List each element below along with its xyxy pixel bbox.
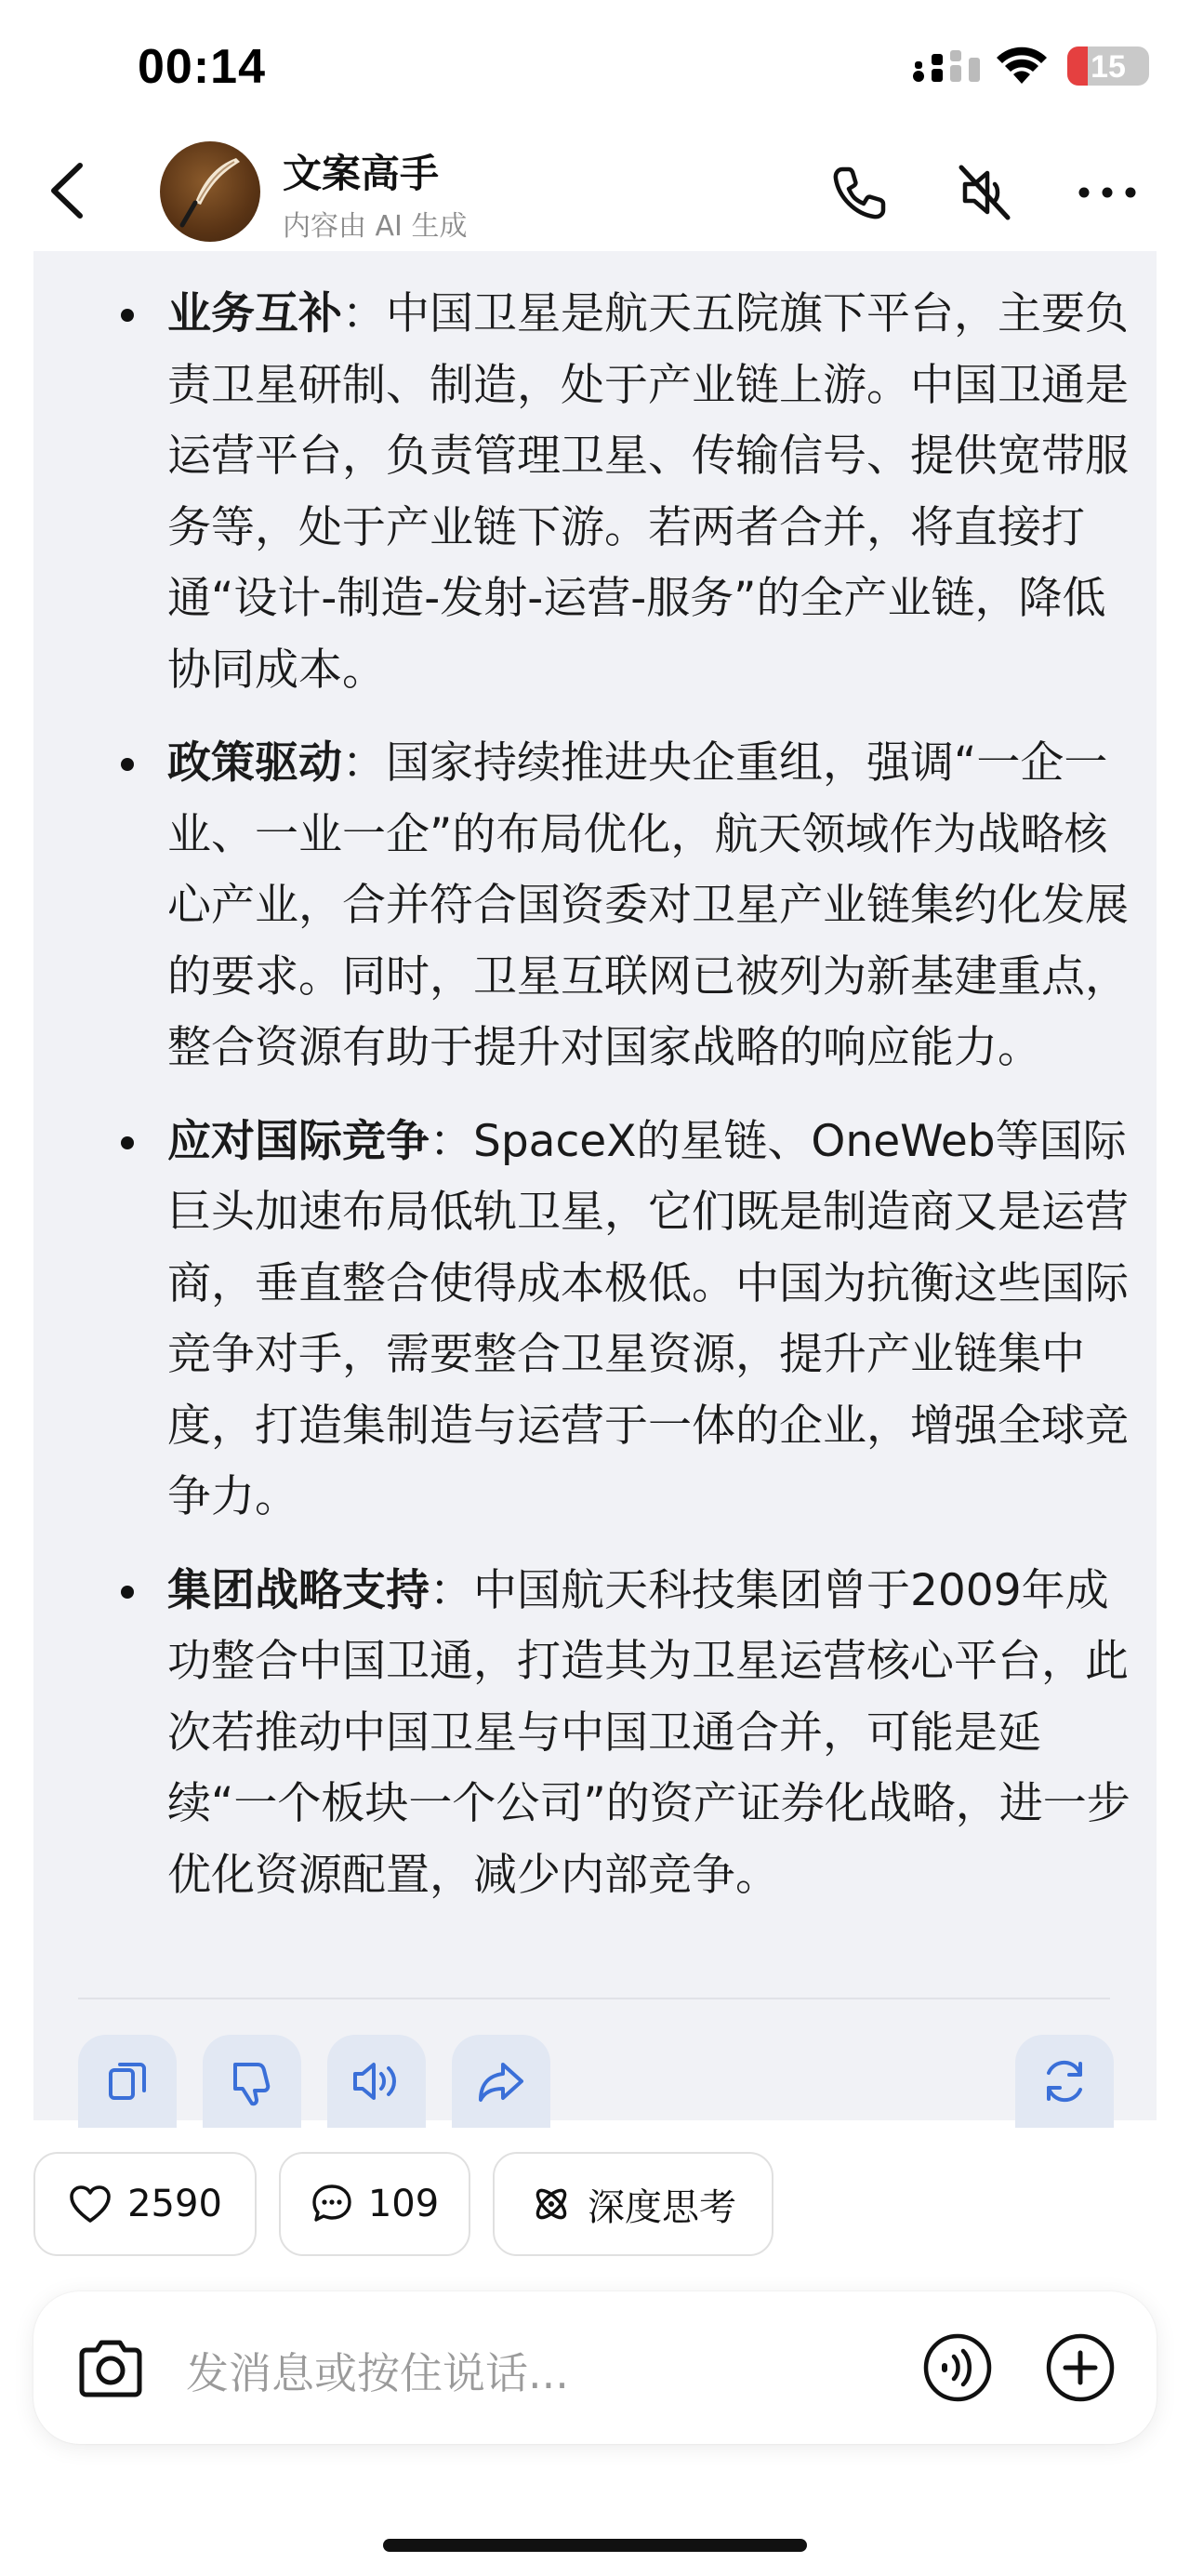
deep-think-label: 深度思考	[588, 2185, 736, 2229]
voice-call-icon[interactable]	[922, 2332, 993, 2403]
phone-icon[interactable]	[827, 160, 892, 225]
bullet-text: 中国航天科技集团曾于2009年成功整合中国卫通，打造其为卫星运营核心平台，此次若推动中国卫星与中国卫通合并，可能是延续“一个板块一个公司”的资产证券化战略，进一步优化资源配置，减少内部竞争。	[167, 1564, 1130, 1901]
bullet-sep: ：	[430, 1115, 473, 1167]
more-icon[interactable]	[1075, 160, 1140, 225]
battery-icon	[1067, 46, 1149, 86]
bullet-title: 政策驱动	[167, 737, 342, 789]
bullet-sep: ：	[342, 288, 386, 339]
comment-icon	[311, 2183, 353, 2225]
bullet-title: 业务互补	[167, 288, 342, 339]
bullet-title: 应对国际竞争	[167, 1115, 430, 1167]
regenerate-icon	[1038, 2054, 1091, 2108]
copy-icon	[103, 2057, 152, 2105]
list-item	[71, 1107, 1140, 1534]
speaker-muted-icon[interactable]	[952, 160, 1017, 225]
deep-think-button[interactable]	[493, 2152, 774, 2256]
home-indicator[interactable]	[383, 2539, 807, 2552]
ai-generated-note: 内容由 AI 生成	[283, 210, 468, 243]
dislike-icon	[226, 2055, 278, 2107]
read-aloud-icon	[350, 2055, 403, 2107]
message-composer[interactable]	[33, 2291, 1157, 2444]
share-button[interactable]	[452, 2035, 550, 2128]
bullet-text: 中国卫星是航天五院旗下平台，主要负责卫星研制、制造，处于产业链上游。中国卫通是运营平台，负责管理卫星、传输信号、提供宽带服务等，处于产业链下游。若两者合并，将直接打通“设计-制造-发射-运营-服务”的全产业链，降低协同成本。	[167, 288, 1129, 696]
bullet-sep: ：	[430, 1564, 473, 1616]
copy-button[interactable]	[78, 2035, 177, 2128]
bullet-list	[71, 279, 1140, 1933]
heart-icon	[68, 2184, 112, 2224]
list-item	[71, 728, 1140, 1084]
avatar[interactable]	[160, 141, 260, 242]
bullet-sep: ：	[342, 737, 386, 789]
camera-icon[interactable]	[74, 2338, 147, 2399]
comment-count: 109	[367, 2183, 440, 2225]
battery-percent: 15	[1091, 49, 1126, 85]
quill-pen-icon	[160, 141, 260, 242]
chat-title: 文案高手	[283, 151, 440, 196]
status-time: 00:14	[138, 40, 266, 94]
atom-icon	[530, 2183, 573, 2225]
comment-button[interactable]	[279, 2152, 470, 2256]
bullet-text: SpaceX的星链、OneWeb等国际巨头加速布局低轨卫星，它们既是制造商又是运营商，垂直整合使得成本极低。中国为抗衡这些国际竞争对手，需要整合卫星资源，提升产业链集中度，打造集制造与运营于一体的企业，增强全球竞争力。	[167, 1115, 1129, 1522]
like-button[interactable]	[33, 2152, 257, 2256]
read-aloud-button[interactable]	[327, 2035, 426, 2128]
dislike-button[interactable]	[203, 2035, 301, 2128]
plus-icon[interactable]	[1045, 2332, 1116, 2403]
back-icon[interactable]	[45, 158, 91, 223]
message-input[interactable]: 发消息或按住说话...	[186, 2348, 569, 2398]
list-item	[71, 1556, 1140, 1912]
share-icon	[475, 2055, 527, 2107]
like-count: 2590	[127, 2183, 222, 2225]
signal-icon	[911, 48, 985, 86]
divider	[78, 1998, 1110, 1999]
list-item	[71, 279, 1140, 706]
bullet-text: 国家持续推进央企重组，强调“一企一业、一业一企”的布局优化，航天领域作为战略核心产业，合并符合国资委对卫星产业链集约化发展的要求。同时，卫星互联网已被列为新基建重点，整合资源有助于提升对国家战略的响应能力。	[167, 737, 1129, 1073]
wifi-icon	[995, 43, 1049, 86]
regenerate-button[interactable]	[1015, 2035, 1114, 2128]
ai-message-card	[33, 251, 1157, 2120]
bullet-title: 集团战略支持	[167, 1564, 430, 1616]
